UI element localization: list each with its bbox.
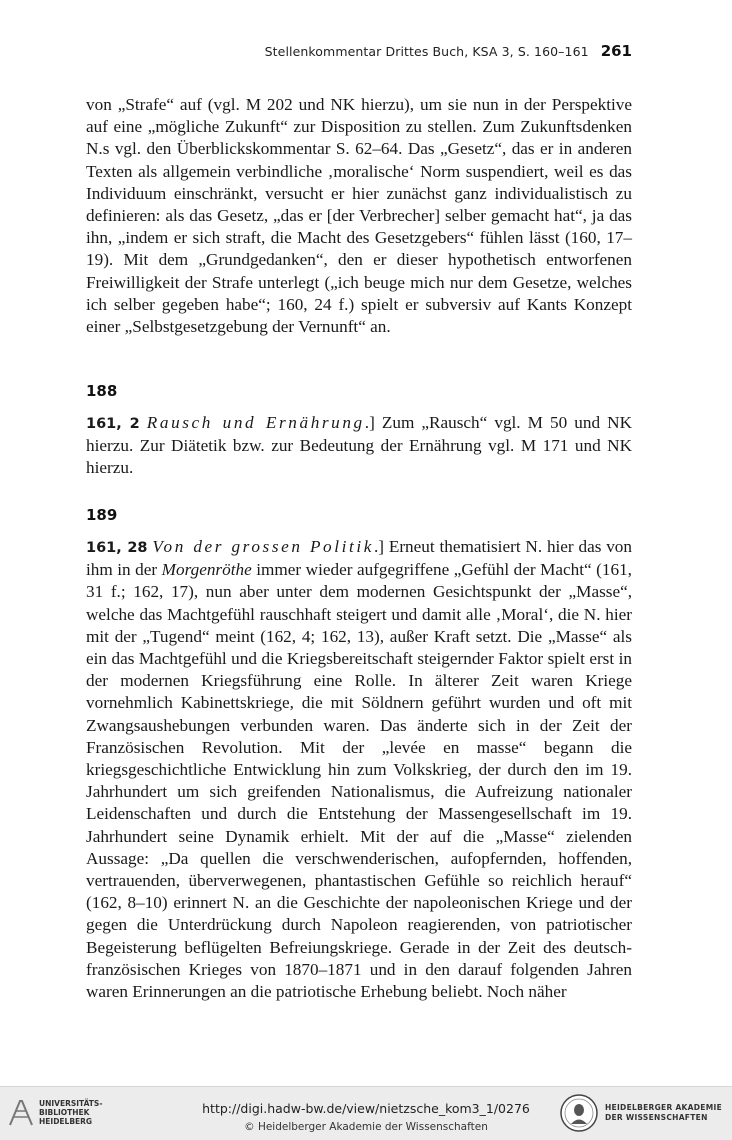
library-name: UNIVERSITÄTS- BIBLIOTHEK HEIDELBERG: [39, 1098, 103, 1126]
page-number: 261: [600, 42, 632, 60]
commentary-text-start: Erneut thematisiert N. hier das von ihm in der: [86, 537, 632, 580]
academy-name: HEIDELBERGER AKADEMIE DER WISSENSCHAFTEN: [604, 1103, 722, 1122]
lemma: Rausch und Ernährung: [146, 413, 365, 432]
lemma-bracket: .]: [364, 413, 375, 432]
paragraph-continuation: von „Strafe“ auf (vgl. M 202 und NK hierzu), um sie nun in der Perspektive auf eine „mögliche Zukunft“ zur Disposition zu stellen. Zum Zukunftsdenken N.s vgl. den Überblickskommentar S. 62–64. Das „Gesetz“, das er in anderen Texten als allgemein verbindliche ‚moralische‘ Norm suspendiert, weil es das Individuum einschränkt, versucht er hier zunächst ganz individualistisch zu definieren: als das Gesetz, „das er [der Verbrecher] selber gemacht hat“, ja das ihn, „indem er sich straft, die Macht des Gesetzgebers“ fühlen lässt (160, 17–19). Mit dem „Grundgedanken“, den er dieser hypothetisch entworfenen Freiwilligkeit der Strafe unterlegt („ich beuge mich nur dem Gesetze, welches ich selber gegeben habe“; 160, 24 f.) spielt er subversiv auf Kants Konzept einer „Selbstgesetzgebung der Vernunft“ an.: [86, 95, 632, 337]
viewer-footer: [0, 1086, 732, 1140]
work-title: Morgenröthe: [161, 560, 252, 580]
section-number-189: 189: [86, 506, 118, 524]
lemma: Von der grossen Politik: [152, 537, 374, 556]
commentary-text: Zum „Rausch“ vgl. M 50 und NK hierzu. Zur Diätetik bzw. zur Bedeutung der Ernährung vgl. M 171 und NK hierzu.: [86, 413, 632, 478]
permalink-url[interactable]: http://digi.hadw-bw.de/view/nietzsche_kom3_1/0276: [202, 1101, 530, 1116]
commentary-text-rest: immer wieder aufgegriffene „Gefühl der Macht“ (161, 31 f.; 162, 17), nun aber unter dem modernen Gesichtspunkt der „Masse“, welche das Machtgefühl rauschhaft steigert und damit alle ‚Moral‘, die N. hier mit der „Tugend“ meint (162, 4; 162, 13), außer Kraft setzt. Die „Masse“ als ein das Machtgefühl und die Kriegsbereitschaft steigernder Faktor spielt erst in der modernen Kriegsführung eine Rolle. In älterer Zeit waren Kriege vornehmlich Kabinettskriege, die mit Söldnern geführt wurden und oft mit Zwangsaushebungen verbunden waren. Das änderte sich in der Zeit der Französischen Revolution. Mit der „levée en masse“ begann die kriegsgeschichtliche Entwicklung hin zum Volkskrieg, der durch den im 19. Jahrhundert um sich greifenden Nationalismus, die Aufreizung nationaler Leidenschaften und durch die Entstehung der Massengesellschaft im 19. Jahrhundert seine Dynamik erhielt. Mit der auf die „Masse“ zielenden Aussage: „Da quellen die verschwenderischen, aufopfernden, hoffenden, vertrauenden, überverwegenen, phantastischen Gefühle so reichlich herauf“ (162, 8–10) erinnert N. an die Geschichte der napoleonischen Kriege und der gegen die Unterdrückung durch Napoleon reagierenden, von patriotischer Begeisterung beflügelten Befreiungskriege. Gerade in der Zeit des deutsch-französischen Krieges von 1870–1871 und in den darauf folgenden Jahren waren Erinnerungen an die patriotische Erhebung beliebt. Noch näher: [86, 560, 632, 1002]
line-reference: 161, 2: [86, 416, 140, 432]
academy-seal-icon: [559, 1093, 599, 1133]
section-number-188: 188: [86, 382, 118, 400]
academy-logo[interactable]: [559, 1093, 722, 1133]
page-header: [86, 42, 632, 60]
commentary-entry-189: [86, 536, 632, 1003]
copyright-notice: © Heidelberger Akademie der Wissenschaften: [244, 1121, 488, 1133]
lemma-bracket: .]: [373, 537, 384, 556]
commentary-entry-188: [86, 412, 632, 480]
running-head: Stellenkommentar Drittes Buch, KSA 3, S. 160–161: [264, 44, 589, 59]
line-reference: 161, 28: [86, 540, 148, 556]
